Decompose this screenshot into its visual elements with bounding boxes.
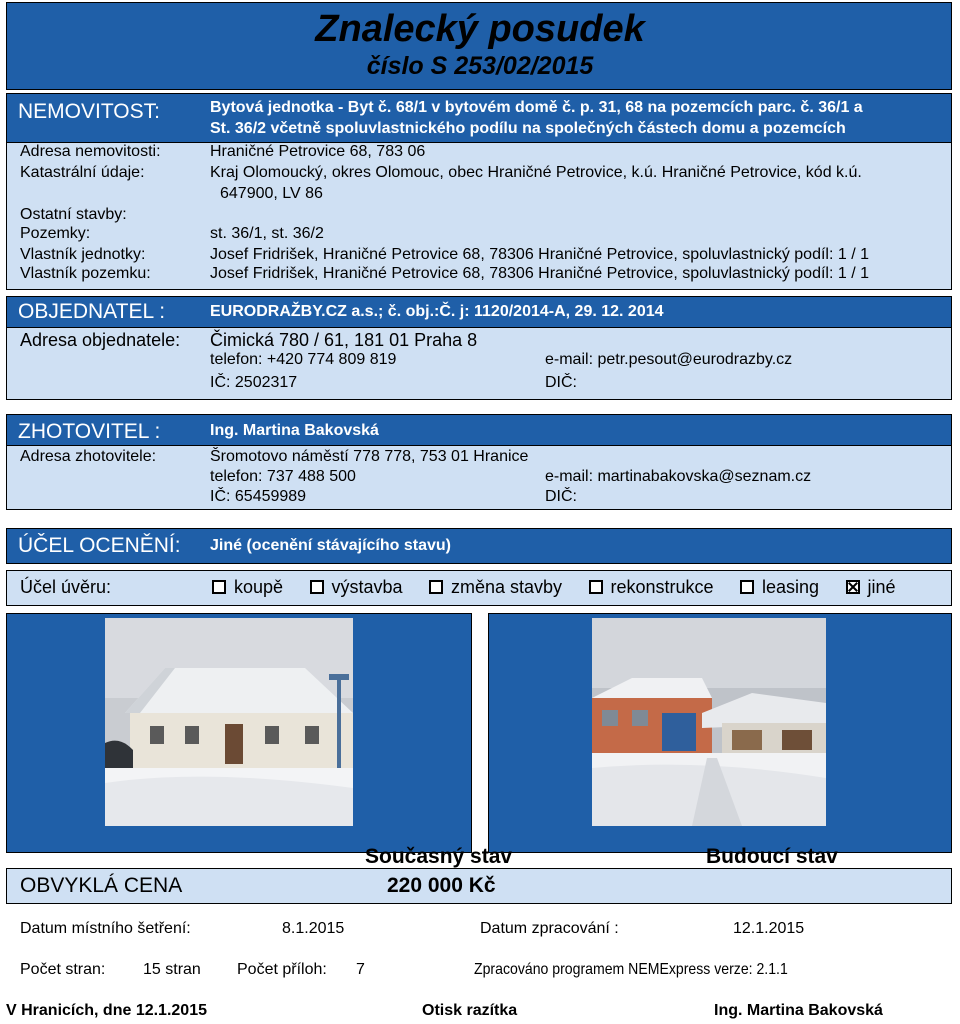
contractor-address-label: Adresa zhotovitele: [20, 448, 157, 465]
current-price: 220 000 Kč [387, 874, 496, 897]
valuation-purpose-label: ÚČEL OCENĚNÍ: [18, 534, 181, 557]
checkbox-icon[interactable] [589, 580, 603, 594]
other-buildings-label: Ostatní stavby: [20, 206, 127, 223]
client-label: OBJEDNATEL : [18, 300, 166, 323]
option-jine[interactable]: jiné [846, 577, 896, 598]
stamp-placeholder: Otisk razítka [422, 1002, 518, 1019]
option-zmena-stavby[interactable]: změna stavby [429, 577, 562, 598]
valuation-purpose-value: Jiné (ocenění stávajícího stavu) [210, 537, 451, 554]
plots-value: st. 36/1, st. 36/2 [210, 225, 324, 242]
client-dic: DIČ: [545, 374, 577, 391]
client-address-label: Adresa objednatele: [20, 330, 181, 350]
property-description-line1: Bytová jednotka - Byt č. 68/1 v bytovém domě č. p. 31, 68 na pozemcích parc. č. 36/1 a [210, 99, 863, 116]
client-address: Čimická 780 / 61, 181 01 Praha 8 [210, 330, 478, 350]
unit-owner-value: Josef Fridrišek, Hraničné Petrovice 68, 78306 Hraničné Petrovice, spoluvlastnický podíl: 1 / 1 [210, 246, 869, 263]
cadastral-value: Kraj Olomoucký, okres Olomouc, obec Hraničné Petrovice, k.ú. Hraničné Petrovice, kód k.ú. [210, 164, 862, 181]
option-koupe[interactable]: koupě [212, 577, 283, 598]
contractor-dic: DIČ: [545, 488, 577, 505]
client-name: EURODRAŽBY.CZ a.s.; č. obj.:Č. j: 1120/2014-A, 29. 12. 2014 [210, 303, 664, 320]
contractor-email: e-mail: martinabakovska@seznam.cz [545, 468, 812, 485]
address-label: Adresa nemovitosti: [20, 143, 161, 160]
document-title: Znalecký posudek [315, 8, 645, 50]
property-label: NEMOVITOST: [18, 100, 160, 123]
attachments-count-label: Počet příloh: [237, 961, 327, 978]
software-note: Zpracováno programem NEMExpress verze: 2.1.1 [474, 961, 788, 978]
page-count-label: Počet stran: [20, 961, 106, 978]
contractor-ic: IČ: 65459989 [210, 488, 307, 505]
checkbox-icon[interactable] [429, 580, 443, 594]
document-number: číslo S 253/02/2015 [366, 52, 594, 80]
cadastral-value-cont: 647900, LV 86 [220, 185, 323, 202]
checkbox-icon[interactable] [212, 580, 226, 594]
contractor-phone: telefon: 737 488 500 [210, 468, 356, 485]
future-state-header: Budoucí stav [706, 845, 838, 868]
land-owner-label: Vlastník pozemku: [20, 265, 151, 282]
price-label: OBVYKLÁ CENA [20, 874, 183, 897]
checked-checkbox-icon[interactable] [846, 580, 860, 594]
photo-building-left [105, 618, 353, 826]
contractor-address: Šromotovo náměstí 778 778, 753 01 Hranice [210, 448, 529, 465]
processed-date: 12.1.2015 [733, 920, 805, 937]
land-owner-value: Josef Fridrišek, Hraničné Petrovice 68, 78306 Hraničné Petrovice, spoluvlastnický podíl: 1 / 1 [210, 265, 869, 282]
property-description-line2: St. 36/2 včetně spoluvlastnického podílu na společných částech domu a pozemcích [210, 120, 846, 137]
client-ic: IČ: 2502317 [210, 374, 298, 391]
checkbox-icon[interactable] [740, 580, 754, 594]
checkbox-icon[interactable] [310, 580, 324, 594]
cadastral-label: Katastrální údaje: [20, 164, 145, 181]
photo-building-right [592, 618, 826, 826]
client-phone: telefon: +420 774 809 819 [210, 351, 397, 368]
option-vystavba[interactable]: výstavba [310, 577, 403, 598]
inspection-date: 8.1.2015 [282, 920, 345, 937]
page-count: 15 stran [143, 961, 201, 978]
processed-date-label: Datum zpracování : [480, 920, 619, 937]
attachments-count: 7 [356, 961, 365, 978]
contractor-label: ZHOTOVITEL : [18, 420, 161, 443]
loan-purpose-options [212, 577, 896, 598]
signature-name: Ing. Martina Bakovská [714, 1002, 883, 1019]
place-and-date: V Hranicích, dne 12.1.2015 [6, 1002, 207, 1019]
unit-owner-label: Vlastník jednotky: [20, 246, 146, 263]
contractor-name: Ing. Martina Bakovská [210, 422, 379, 439]
option-leasing[interactable]: leasing [740, 577, 819, 598]
client-email: e-mail: petr.pesout@eurodrazby.cz [545, 351, 793, 368]
plots-label: Pozemky: [20, 225, 91, 242]
inspection-date-label: Datum místního šetření: [20, 920, 191, 937]
current-state-header: Současný stav [365, 845, 513, 868]
address-value: Hraničné Petrovice 68, 783 06 [210, 143, 426, 160]
option-rekonstrukce[interactable]: rekonstrukce [589, 577, 714, 598]
loan-purpose-label: Účel úvěru: [20, 577, 112, 597]
